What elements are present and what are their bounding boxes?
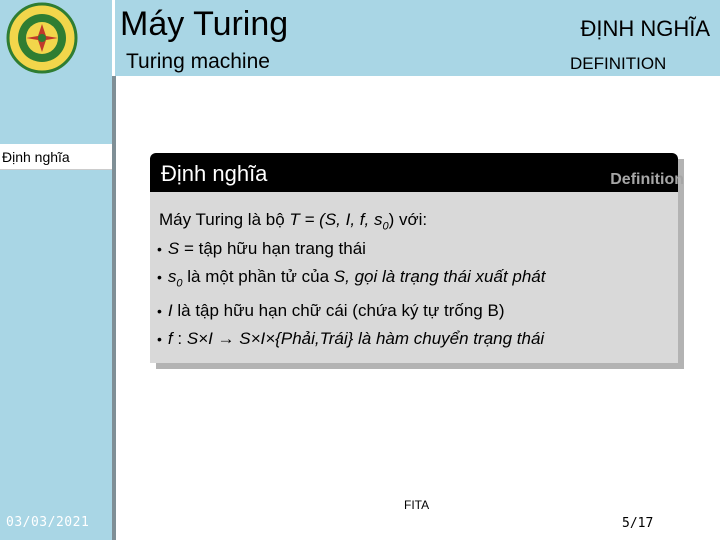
intro-tuple-sub: 0 [382, 220, 389, 233]
section-subtitle: DEFINITION [570, 54, 667, 73]
intro-tuple: T = (S, I, f, s [289, 210, 383, 229]
definition-block [150, 153, 684, 363]
slide-date: 03/03/2021 [6, 515, 90, 530]
bullet-text: là tập hữu hạn chữ cái (chứa ký tự trống B) [172, 301, 505, 321]
bullet-symbol-2: S×I → S×I× [186, 329, 276, 349]
bullet-symbol: f [167, 329, 173, 349]
bullet-symbol-sub: 0 [176, 277, 183, 290]
sidebar-edge [112, 76, 116, 540]
bullet-text: là một phần tử của [182, 267, 334, 286]
intro-pre: Máy Turing là bộ [159, 210, 290, 229]
sidebar [0, 76, 112, 540]
page-number: 5/17 [622, 516, 654, 531]
sidebar-item-dinh-nghia[interactable]: Định nghĩa [0, 144, 112, 170]
header-divider [112, 0, 115, 76]
sidebar-band [0, 170, 112, 540]
bullet-text-2: {Phải,Trái} là hàm chuyển trạng thái [275, 329, 545, 349]
block-body [150, 192, 678, 363]
logo-area [0, 0, 86, 76]
section-title: ĐỊNH NGHĨA [580, 16, 710, 41]
sidebar-top-band [0, 76, 112, 144]
page-subtitle: Turing machine [126, 50, 270, 73]
bullet-symbol-2: S [333, 267, 346, 286]
university-seal-logo [6, 2, 78, 74]
list-item [157, 297, 545, 325]
intro-post: ) với: [388, 210, 428, 229]
block-header [150, 153, 678, 192]
list-item [157, 325, 545, 353]
definition-list [157, 235, 545, 353]
list-item [157, 263, 545, 297]
list-item [157, 235, 545, 263]
bullet-text-2: , gọi là trạng thái xuất phát [345, 267, 546, 286]
definition-intro [159, 208, 427, 238]
block-tag: Definition [610, 171, 684, 188]
footer-label: FITA [404, 498, 430, 512]
bullet-text: : [172, 329, 187, 349]
bullet-symbol: s [167, 267, 177, 286]
bullet-symbol: S [167, 239, 180, 258]
bullet-text: = tập hữu hạn trang thái [179, 239, 366, 258]
page-title: Máy Turing [120, 5, 289, 43]
block-title: Định nghĩa [161, 161, 268, 186]
bullet-symbol: I [167, 301, 173, 321]
